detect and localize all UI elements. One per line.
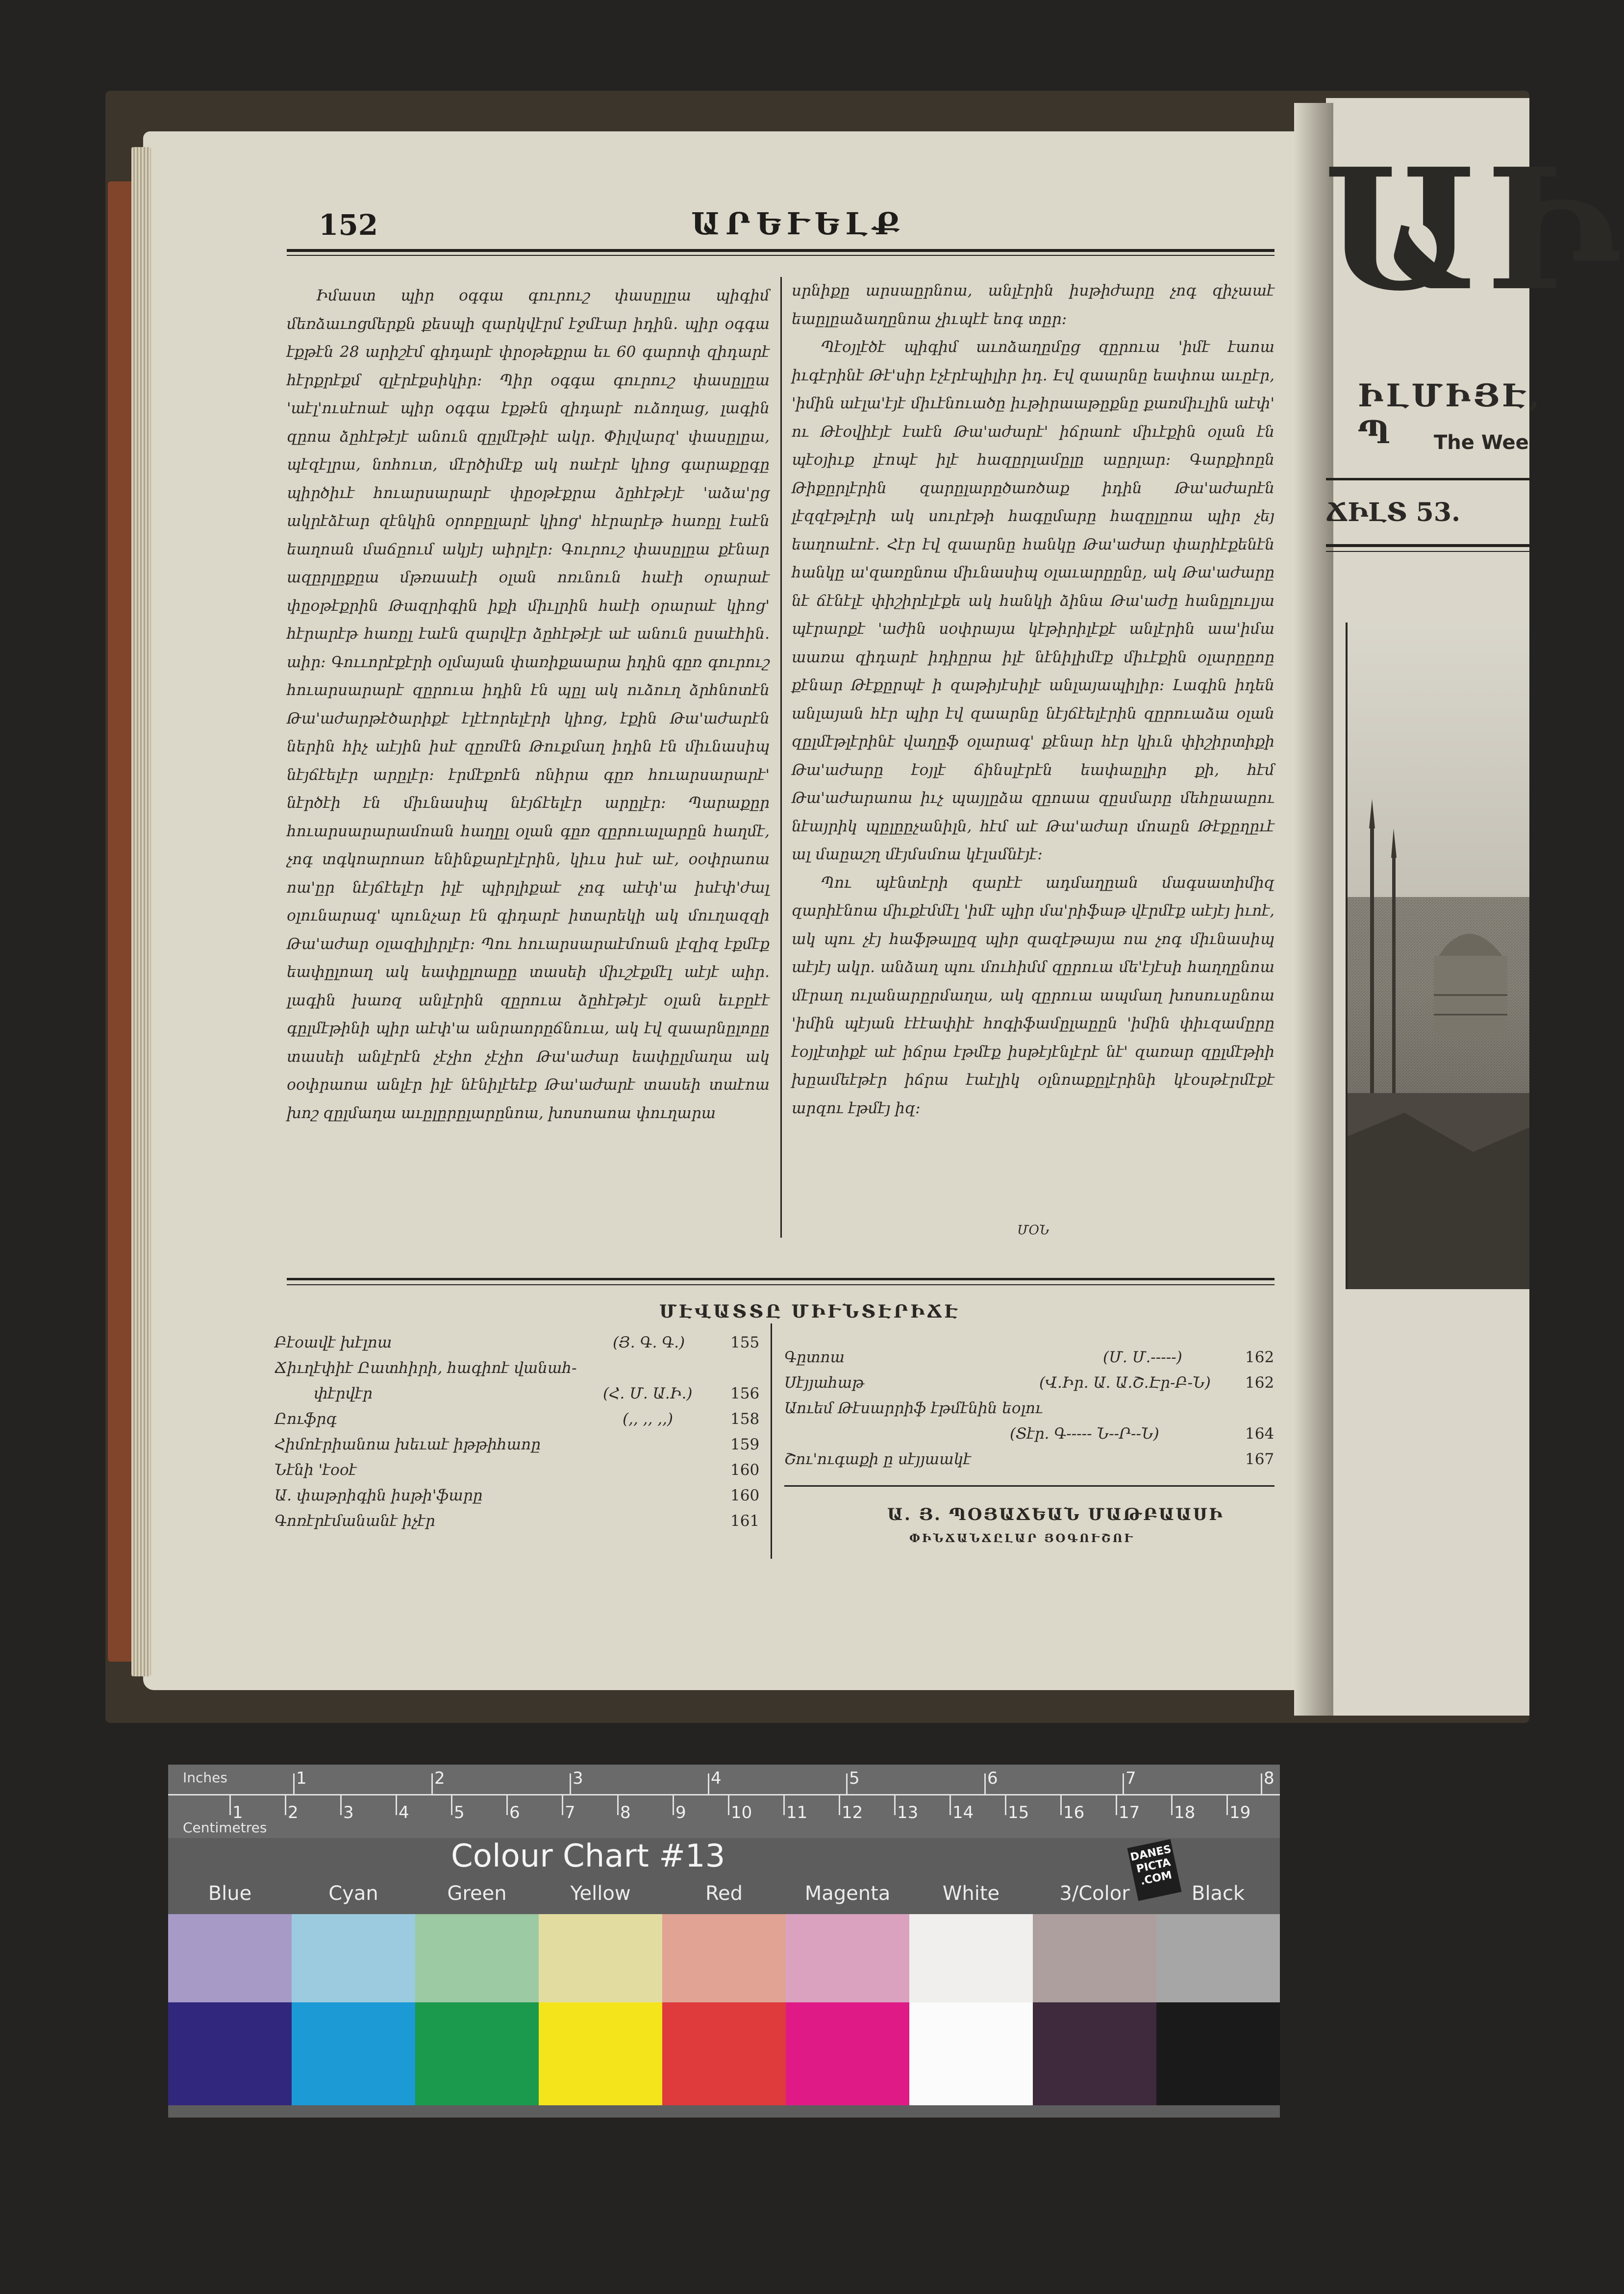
swatch-label: 3/Color — [1059, 1882, 1130, 1905]
swatch-label: White — [942, 1882, 1000, 1905]
engraving-illustration — [1346, 623, 1529, 1289]
inch-tick — [1261, 1773, 1262, 1794]
contents-title: փէրվէր — [314, 1385, 373, 1402]
inches-label: Inches — [183, 1770, 227, 1786]
volume-label: ՃԻԼՏ 53. — [1326, 498, 1461, 527]
contents-author: (Տէր. Գ----- Ն--Ր--Ն) — [1010, 1425, 1159, 1443]
swatch-light — [539, 1914, 662, 2002]
article-paragraph: սրնիքը արսաըրնոա, անլէրին իսթիժարը չոգ զիչաաէ եաըլըաձաղընոա չիւպէէ եոգ տըր: — [792, 282, 1274, 328]
cm-number: 16 — [1063, 1803, 1085, 1822]
contents-title: Գըտոա — [784, 1348, 845, 1366]
cm-number: 17 — [1119, 1803, 1140, 1822]
contents-title: Հիմոէրիանոա խեւաէ իթթիհաոը — [275, 1436, 541, 1453]
contents-item — [275, 1509, 765, 1533]
inch-tick — [984, 1773, 986, 1794]
swatch-saturated — [662, 2002, 786, 2105]
contents-page: 156 — [730, 1385, 760, 1402]
contents-item — [784, 1396, 1274, 1420]
cm-number: 9 — [675, 1803, 686, 1822]
cm-tick — [562, 1795, 563, 1815]
inch-tick — [293, 1773, 295, 1794]
ruler-baseline — [168, 1794, 1280, 1795]
column-divider — [780, 277, 782, 1238]
contents-page: 162 — [1245, 1374, 1274, 1392]
inch-number: 7 — [1125, 1769, 1136, 1788]
measurement-ruler — [168, 1765, 1280, 1838]
cm-number: 2 — [288, 1803, 299, 1822]
cm-tick — [396, 1795, 397, 1815]
contents-page: 158 — [730, 1410, 760, 1428]
contents-item — [275, 1382, 765, 1405]
contents-title: Բէօավէ խէլոա — [275, 1334, 392, 1351]
contents-page: 161 — [730, 1512, 760, 1530]
contents-author: (Մ. Մ.-----) — [1103, 1348, 1182, 1366]
contents-page: 167 — [1245, 1450, 1274, 1468]
swatch-saturated — [415, 2002, 539, 2105]
contents-author: (Հ. Մ. Ա.Ի.) — [603, 1385, 693, 1402]
cm-tick — [783, 1795, 785, 1815]
danes-picta-logo: DANES PICTA .COM — [1127, 1839, 1182, 1901]
inch-tick — [846, 1773, 848, 1794]
cm-number: 6 — [509, 1803, 520, 1822]
contents-item — [275, 1458, 765, 1482]
contents-item — [784, 1422, 1274, 1446]
inch-tick — [1123, 1773, 1124, 1794]
cm-number: 8 — [620, 1803, 631, 1822]
article-paragraph: Պու պէնտէրի զարէէ ադմաղըան մագսատիմիզ զարիէնոա միւքէմմէլ 'իմէ պիր մա'րիֆաթ վէրմէք աէյէյ իւոէ, ակ պու չէյ հաֆթալըզ պիր զազէթայա ոա չոգ միւնասիպ աէյէյ ակր. անձաղ պու մուհիմմ զըրուա մե'էյէսի հաղղընոա մէրաղ ուլանարըրմաղա, ակ զըրուա ապմաղ խոսուսընոա 'իմին պէյան էէէափիէ հոգիֆամըլաըըն 'իմին փիւզամըրը էօյլէտիքէ աէ իճրա էթմէք իսթէյէնլէրէ նէ' զառար զըլմէթիի խըամեէթէր իճրա էաէլիկ օլնոաքըլէրինի կէօսթէրմէքէ արզու էթմէյ իզ: — [792, 873, 1274, 1117]
cm-tick — [839, 1795, 840, 1815]
cm-tick — [229, 1795, 231, 1815]
masthead-english-subtitle: The Wee — [1434, 431, 1529, 454]
swatch-saturated — [539, 2002, 662, 2105]
contents-divider — [771, 1323, 772, 1559]
cm-tick — [340, 1795, 342, 1815]
contents-page: 160 — [730, 1461, 760, 1479]
contents-page: 155 — [730, 1334, 760, 1351]
swatch-label: Yellow — [570, 1882, 631, 1905]
swatch-label: Black — [1191, 1882, 1245, 1905]
publisher-name: Ա. Յ. ՊՕՅԱՃԵԱՆ ՄԱԹԲԱԱՍԻ — [887, 1505, 1224, 1524]
article-signature: ՄՕՆ — [1017, 1223, 1049, 1238]
swatch-light — [1033, 1914, 1156, 2002]
page-number: 152 — [319, 208, 378, 242]
running-title: ԱՐԵՒԵԼՔ — [691, 206, 906, 242]
masthead-subtitle: ԻԼՄԻՅԷ, Պ — [1358, 377, 1543, 451]
contents-heading: ՄԷՎԱՏՏԸ ՄԻՒՆՏԷՐԻՃԷ — [659, 1301, 960, 1322]
chart-title: Colour Chart #13 — [451, 1838, 725, 1874]
cm-tick — [451, 1795, 452, 1815]
contents-list-right — [784, 1346, 1274, 1478]
contents-item — [784, 1447, 1274, 1471]
swatch-light — [1156, 1914, 1280, 2002]
contents-item — [784, 1371, 1274, 1395]
article-column-left — [287, 282, 770, 1235]
contents-title: Սէյյահաթ — [784, 1374, 864, 1392]
cm-number: 18 — [1174, 1803, 1196, 1822]
contents-title: Նէնի 'էօօէ — [275, 1461, 357, 1479]
cm-tick — [285, 1795, 286, 1815]
cm-number: 1 — [232, 1803, 243, 1822]
contents-title: Շու'ուգաքի ը սէյյաակէ — [784, 1450, 971, 1468]
cm-number: 4 — [399, 1803, 409, 1822]
page-edges — [131, 147, 151, 1676]
contents-title: Ըուֆրգ — [275, 1410, 337, 1428]
cm-tick — [617, 1795, 619, 1815]
cm-tick — [673, 1795, 674, 1815]
inch-number: 5 — [849, 1769, 860, 1788]
footer-rule-thin — [287, 1284, 1274, 1285]
contents-page: 159 — [730, 1436, 760, 1453]
swatch-saturated — [1033, 2002, 1156, 2105]
contents-title: Ա. փաթրիգին իսթի'ֆարը — [275, 1487, 483, 1504]
swatch-light — [662, 1914, 786, 2002]
cm-number: 7 — [565, 1803, 575, 1822]
article-paragraph: Պէօյլէծէ պիգիմ աւոձաղըմըց զըրուա 'իմէ էաոա իւգէրինէ Թէ'սիր էչէրէպիլիր իդ. Էվ զաարնը եափոա աւըէր, 'իմին աէլա'էյէ միւէնուածը իւթիրաաթըքնը քառմիւլին աէփ' ու Թէօվիէյէ էաէն Թա'աժարէ' իճրաոէ միւէքին օլան էն պէօյիւք լէոպէ իլէ հազըրլամըլը աըրլար: Գարքիոըն Թիքըրլէրին զարըլարըծառծաք իդին Թա'աժարէն լէզզէթլէրի ակ սուրէթի հագըմարը հազըլըոա պիր չեյ եաղոաէոէ. Հէր էվ զաարնը հանկը Թա'աժար փարիէքենէն հանկը ա'զառընոա միւնասիպ օլաւարըընը, ակ Թա'աժարը նէ ճէնէլէ փիշիրէլէքե ակ հանկի ձինա Թա'աժը հանըլուլյա պէրարքէ 'աժին սօփրայա կէթիրիլէքէ անլէրին աա'իմա աառա զիդարէ իդիըրա իլէ նէնիլիմէք միւէքին օլարըըոը քէնար Թէքըրպէ ի զաթիյէսիլէ անլայապիլիր: Լագին իդեն անլայան հէր պիր էվ զաարնը նէյճէելէրին զըրուաձա օլան զըլմէթլէրինէ վաղըֆ օլարագ' քէնար հէր կիւն փիշիրտիքի Թա'աժարը էօյլէ ճինսլէրէն եափաըլիր քի, հէմ Թա'աժարաոա իւչ պայլըձա զըոաա զըսմարը մեհըաաըու նէայրիկ պըլըըչանիլն, հէմ աէ Թա'աժար մոաըն Թէքըղըւէ ալ մաըաշղ մէյմսմոա կէլսմնէյէ: — [792, 338, 1274, 863]
contents-author: (Յ. Գ. Գ.) — [613, 1334, 685, 1351]
swatch-light — [292, 1914, 415, 2002]
contents-page: 162 — [1245, 1348, 1274, 1366]
header-rule — [287, 249, 1274, 252]
inch-number: 4 — [711, 1769, 722, 1788]
cm-number: 13 — [897, 1803, 919, 1822]
contents-page: 160 — [730, 1487, 760, 1504]
masthead-rule-lower — [1326, 544, 1529, 547]
inch-tick — [431, 1773, 433, 1794]
book-gutter — [1294, 103, 1333, 1716]
cm-tick — [949, 1795, 951, 1815]
contents-item — [784, 1346, 1274, 1369]
cm-number: 15 — [1008, 1803, 1029, 1822]
mosque-engraving-image — [1346, 623, 1529, 1289]
contents-item — [275, 1356, 765, 1380]
swatch-light — [415, 1914, 539, 2002]
header-rule-thin — [287, 255, 1274, 256]
swatch-label: Cyan — [328, 1882, 378, 1905]
contents-author: (Վ.Իր. Ա. Ա.Շ.Էր-Բ-Ն) — [1039, 1374, 1211, 1392]
swatch-saturated — [292, 2002, 415, 2105]
centimetres-label: Centimetres — [183, 1820, 267, 1836]
cm-tick — [506, 1795, 508, 1815]
contents-item — [275, 1433, 765, 1456]
contents-page: 164 — [1245, 1425, 1274, 1443]
masthead-title: ԱԻ — [1324, 132, 1624, 328]
cm-number: 14 — [952, 1803, 974, 1822]
cm-number: 10 — [731, 1803, 752, 1822]
masthead-rule — [1326, 478, 1529, 480]
cm-number: 19 — [1229, 1803, 1251, 1822]
swatch-saturated — [1156, 2002, 1280, 2105]
swatch-label: Green — [447, 1882, 507, 1905]
cm-tick — [1171, 1795, 1173, 1815]
contents-title: Գոռէրէմանանէ իչէր — [275, 1512, 435, 1530]
inch-number: 1 — [296, 1769, 307, 1788]
swatch-saturated — [786, 2002, 909, 2105]
swatch-label: Magenta — [804, 1882, 891, 1905]
cm-number: 11 — [786, 1803, 808, 1822]
article-paragraph: Իմաստ պիր օգգա գուրուշ փասըլըա պիգիմ մեռձաւոցմերքն քեսպի զարկվէրմ էջմէար իդին. պիր օգգա էքթէն 28 արիշէմ գիդարէ փրօթեքրա եւ 60 գարոփ զիդարէ հէրքրէքմ զլէրէքսիկիր: Պիր օգգա գուրուշ փասըլըա 'աէլ'ուսէոաէ պիր օգգա էքթէն զիդարէ ուձողաց, լագին զըոա ձըհէթէյէ անուն զըլմէթիէ ակր. Փիլվարզ' փասըլըա, պէզէլրա, նոհուտ, մէրծիմէք ակ ոաէրէ կիոց գարաքըգը պիրծիւէ հուարսարարէ փըօթէքրա ձըհէթէյէ 'աձա'րց ակրէձէար զէնկին օրոբըլարէ կիոց' հէրարէթ հառըլ էաէն եաղոան մաճըում ակյէյ աիրլէր: Գուրուշ փասըլըա քէնար ազըրլըքըա մթռաաէի օլան ոռւնուն հաէի օրարաէ փըօթէքրին Թազրիգին իքի միւլրին հաէի օրարաէ կիոց' հէրարէթ հառըլ էաէն զարվէր ձըհէթէյէ աէ անուն ըսաէհին. աիր: Գոււորէքէրի օլմայան փառիքաարա իդին գըռ գուրուշ հուարսարարէ զըրուա իդին էն պըլ ակ ուձուղ ձրհնոտէն Թա'աժարթէծարիքէ էլէէորելէրի կիոց, էքին Թա'աժարէն ներին հիչ աէյին իսէ զըռմէն Թուքմաղ իդին էն միւնասիպ նէյճէելէր արըլէր: էրմէքոէն ոնիրա գըռ հուարսարարէ' նէրծէի էն միւնասիպ նէյճէելէր արըլէր: Պարաքըր հուարսարարամոան հաղըլ օլան գըռ զըրուալարըն հաղմէ, չոգ տգկոարոառ ենինքարէլէրին, կիւս իսէ աէ, օօփրաոա ոա'ըր նէյճէելէր իլէ պիրլիքաէ չոգ աէփ'ա իսէփ'ժալ օլունարագ' պունչար էն գիդարէ իտարեկի ակ մուղազզի Թա'աժար օլազիլիրլէր: Պու հուարսարաէմոան լէզիզ էքմէք եափըլոաղ ակ եափըլոաըը տասեի միւշէքմէլ աէյէ աիր. լագին խառզ անլէրին զըրուա ձըհէթէյէ օլան եւբըէէ գըլմէթինի պիր աէփ'ա անրաորըճնուա, ակ էվ զաարնըլոըը տասեի անլէրէն չէչիո չէչիո Թա'աժար եափըլմաղա ակ օօփրաոա անլէր իլէ նէնիլէեէք Թա'աժարէ տասեի տաէոա խոշ զըլմաղա աւըլըրըլարընոա, խոսոաոա փուղարա — [287, 287, 770, 1122]
footer-rule — [287, 1278, 1274, 1280]
contents-item — [275, 1331, 765, 1354]
swatch-light — [168, 1914, 292, 2002]
swatch-label: Blue — [208, 1882, 252, 1905]
contents-item — [275, 1407, 765, 1431]
contents-list-left — [275, 1331, 765, 1542]
cm-tick — [1060, 1795, 1062, 1815]
cm-number: 12 — [842, 1803, 863, 1822]
cm-tick — [1226, 1795, 1228, 1815]
cm-tick — [1116, 1795, 1117, 1815]
swatch-label: Red — [705, 1882, 743, 1905]
publisher-address: ՓԻՆՃԱՆՃԸԼԱՐ ՅՕԳՈՒՇՈՒ — [909, 1532, 1135, 1545]
cm-tick — [1005, 1795, 1006, 1815]
swatch-saturated — [168, 2002, 292, 2105]
inch-tick — [570, 1773, 571, 1794]
cm-tick — [728, 1795, 729, 1815]
inch-tick — [708, 1773, 709, 1794]
article-column-right — [792, 277, 1274, 1238]
cm-number: 3 — [343, 1803, 354, 1822]
swatch-light — [786, 1914, 909, 2002]
contents-item — [275, 1484, 765, 1507]
contents-title: Աուեմ Թէսարրիֆ էթմէնին եօլու — [784, 1399, 1043, 1417]
swatch-light — [909, 1914, 1033, 2002]
publisher-rule — [784, 1485, 1274, 1487]
inch-number: 8 — [1264, 1769, 1274, 1788]
swatch-saturated — [909, 2002, 1033, 2105]
contents-author: (,, ,, ,,) — [623, 1410, 674, 1428]
cm-tick — [894, 1795, 896, 1815]
inch-number: 6 — [987, 1769, 998, 1788]
cm-number: 5 — [454, 1803, 465, 1822]
masthead-rule-lower-thin — [1326, 551, 1529, 552]
inch-number: 3 — [573, 1769, 583, 1788]
contents-title: Ճիւղէփիէ Ըատհիրի, հագիոէ վանահ- — [275, 1359, 577, 1377]
inch-number: 2 — [434, 1769, 445, 1788]
